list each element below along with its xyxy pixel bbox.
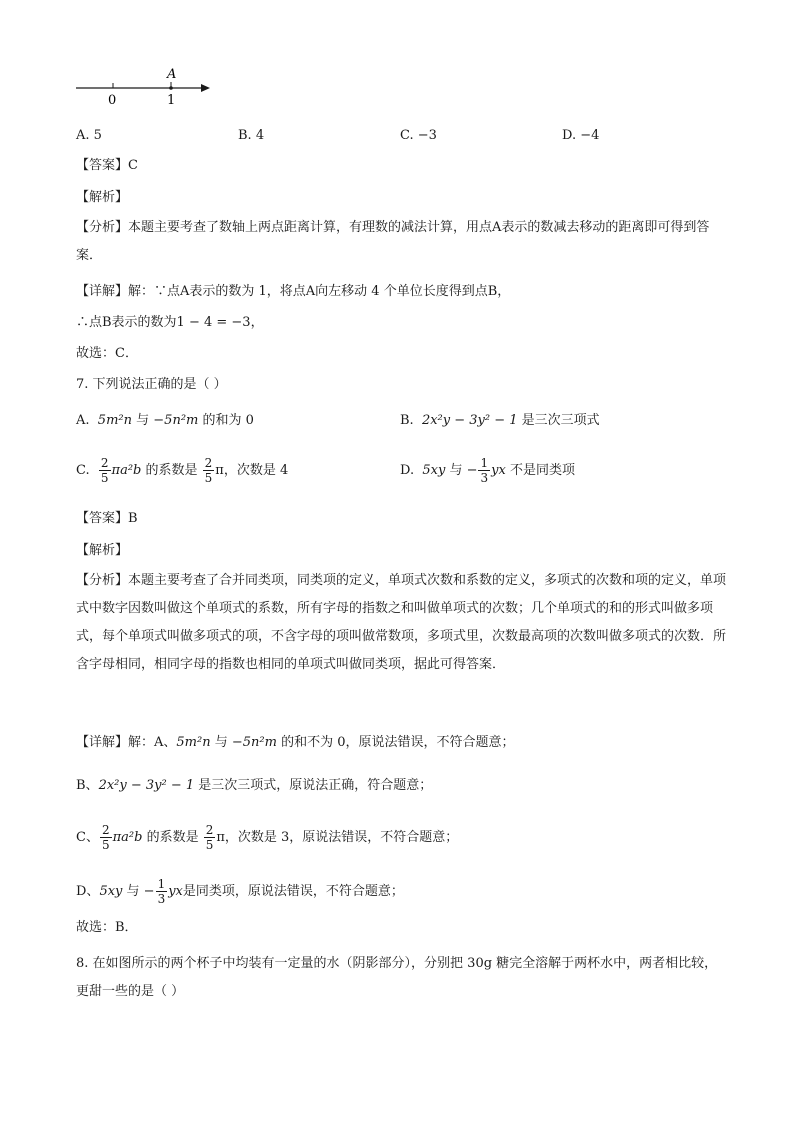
q7-option-a xyxy=(76,411,254,431)
q7-option-b xyxy=(400,411,600,431)
q7-detail-d-prefix: D、 xyxy=(76,884,100,899)
q7-detail-c-prefix: C、 xyxy=(76,830,99,845)
q7-option-b-expr: 2x²y − 3y² − 1 xyxy=(421,413,518,428)
q7-option-c-pi: π xyxy=(215,463,224,478)
q7-option-b-prefix: B. xyxy=(400,413,414,428)
q7-option-c-mid: 的系数是 xyxy=(145,463,198,478)
q7-option-d-fraction: $\frac{1}{3}$ xyxy=(480,456,489,485)
q7-option-a-term2: −5n²m xyxy=(153,413,199,428)
q7-option-d-suffix: 不是同类项 xyxy=(509,463,575,478)
q7-option-c xyxy=(76,456,288,485)
q6-conclusion: 故选：C． xyxy=(76,346,138,361)
q7-detail-d xyxy=(76,877,404,906)
q7-stem: 7. 下列说法正确的是（ ） xyxy=(76,377,227,392)
q7-option-d-term1: 5xy xyxy=(422,463,446,478)
q7-option-d-mid: 与 − xyxy=(449,463,478,478)
q7-option-d xyxy=(400,456,575,485)
q7-option-a-mid: 与 xyxy=(136,413,150,428)
q7-answer: 【答案】B xyxy=(76,511,138,526)
q7-option-a-prefix: A. xyxy=(76,413,90,428)
point-label-a: A xyxy=(167,67,177,82)
q7-conclusion: 故选：B． xyxy=(76,920,138,935)
q7-detail-c-pi: π xyxy=(216,830,225,845)
q8-stem: 8. 在如图所示的两个杯子中均装有一定量的水（阴影部分），分别把 30g 糖完全溶解于两杯水中，两者相比较，更甜一些的是（ ） xyxy=(76,956,718,999)
q6-answer: 【答案】C xyxy=(76,158,138,173)
q7-option-c-coef-fraction: $\frac{2}{5}$ xyxy=(100,456,109,485)
q7-detail-c-value-fraction: $\frac{2}{5}$ xyxy=(205,823,214,852)
q7-detail-c-suffix: ，次数是 3，原说法错误，不符合题意； xyxy=(224,830,459,845)
q7-analysis-text: 【分析】本题主要考查了合并同类项，同类项的定义，单项式次数和系数的定义，多项式的次数和项的定义，单项式中数字因数叫做这个单项式的系数，所有字母的指数之和叫做单项式的次数；几个单项式的和的形式叫做多项式，每个单项式叫做多项式的项，不含字母的项叫做常数项，多项式里，次数最高项的次数叫做多项式的次数．所含字母相同，相同字母的指数也相同的单项式叫做同类项，据此可得答案． xyxy=(76,573,727,672)
q6-analysis-text: 【分析】本题主要考查了数轴上两点距离计算，有理数的减法计算，用点A表示的数减去移动的距离即可得到答案． xyxy=(76,220,710,263)
q7-option-d-term2: yx xyxy=(491,463,506,478)
q7-detail-a-term1: 5m²n xyxy=(176,735,211,750)
q7-detail-d-suffix: 是同类项，原说法错误，不符合题意； xyxy=(182,884,404,899)
q6-detail: 【详解】解：∵点A表示的数为 1，将点A向左移动 4 个单位长度得到点B， xyxy=(76,284,511,299)
q7-detail-b-prefix: B、 xyxy=(76,778,99,793)
q7-option-c-prefix: C. xyxy=(76,463,90,478)
q6-option-b: B. 4 xyxy=(238,128,265,143)
q6-option-c: C. −3 xyxy=(400,128,437,143)
q7-option-c-value-fraction: $\frac{2}{5}$ xyxy=(204,456,213,485)
q7-detail-a-mid: 与 xyxy=(214,735,228,750)
q7-detail-b-suffix: 是三次三项式，原说法正确，符合题意； xyxy=(198,778,433,793)
tick-label-1: 1 xyxy=(167,93,176,108)
q7-detail-d-term1: 5xy xyxy=(99,884,123,899)
q7-detail-d-term2: yx xyxy=(168,884,183,899)
q7-option-a-suffix: 的和为 0 xyxy=(202,413,254,428)
q7-option-b-suffix: 是三次三项式 xyxy=(521,413,600,428)
q7-detail-d-mid: 与 − xyxy=(126,884,155,899)
q7-detail-a xyxy=(76,733,515,753)
q7-analysis-label: 【解析】 xyxy=(76,543,129,558)
q7-detail-a-suffix: 的和不为 0，原说法错误，不符合题意； xyxy=(281,735,515,750)
q7-detail-c-term: πa²b xyxy=(112,830,143,845)
tick-label-0: 0 xyxy=(108,93,117,108)
q7-detail-a-term2: −5n²m xyxy=(231,735,277,750)
q7-option-c-suffix: ，次数是 4 xyxy=(223,463,289,478)
q7-detail-a-prefix: 【详解】解：A、 xyxy=(76,735,177,750)
number-line-figure xyxy=(70,62,220,110)
q7-detail-d-fraction: $\frac{1}{3}$ xyxy=(157,877,166,906)
q7-detail-b xyxy=(76,776,432,796)
q7-option-a-term1: 5m²n xyxy=(97,413,132,428)
q7-detail-c-mid: 的系数是 xyxy=(146,830,199,845)
q7-detail-c xyxy=(76,823,458,852)
q6-option-a: A. 5 xyxy=(76,128,102,143)
q7-detail-b-expr: 2x²y − 3y² − 1 xyxy=(98,778,195,793)
q6-analysis-label: 【解析】 xyxy=(76,190,129,205)
q6-step: ∴点B表示的数为1 − 4 = −3， xyxy=(76,315,264,330)
q6-option-d: D. −4 xyxy=(562,128,600,143)
q7-option-c-term: πa²b xyxy=(111,463,142,478)
q7-option-d-prefix: D. xyxy=(400,463,415,478)
q7-detail-c-coef-fraction: $\frac{2}{5}$ xyxy=(101,823,110,852)
